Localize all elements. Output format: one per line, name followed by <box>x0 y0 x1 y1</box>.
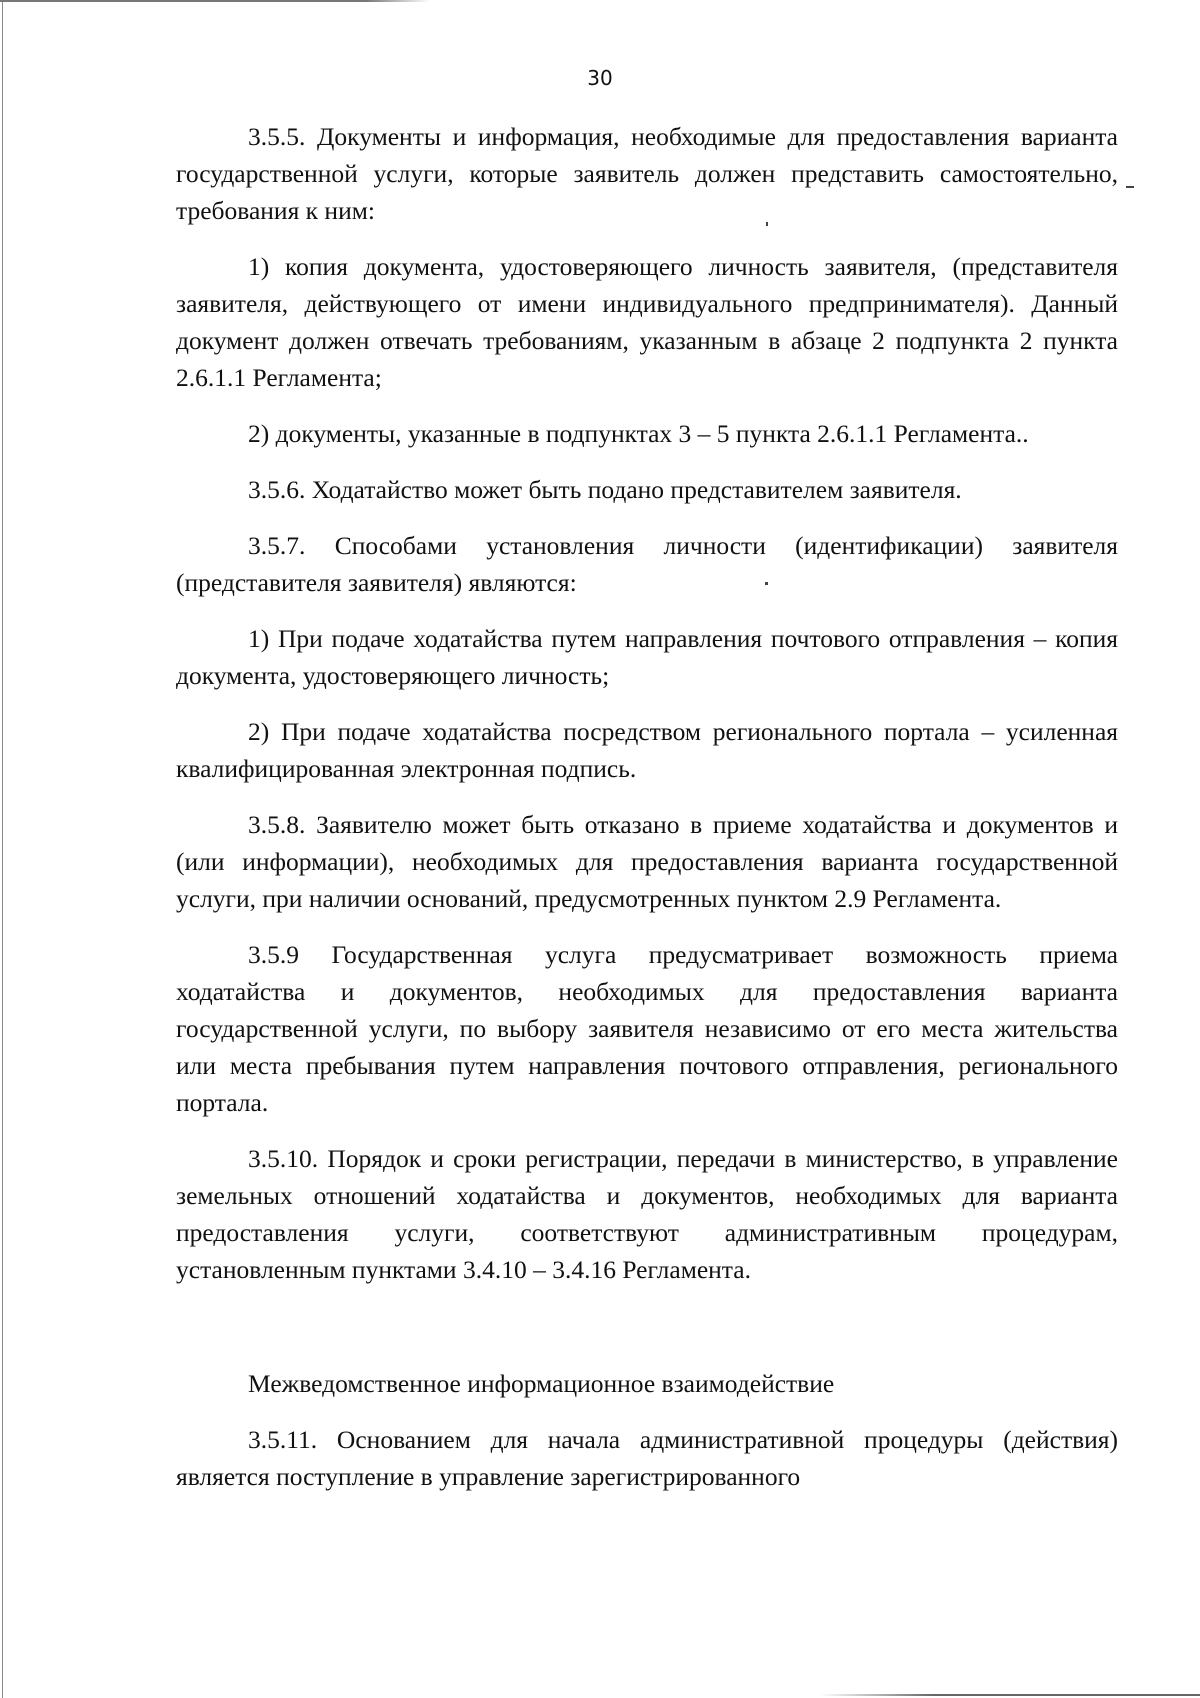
section-heading: Межведомственное информационное взаимодействие <box>248 1369 835 1398</box>
paragraph-3-5-7-item-1: 1) При подаче ходатайства путем направления почтового отправления – копия документа, удостоверяющего личность; <box>176 624 1118 690</box>
paragraph-3-5-7-item-2: 2) При подаче ходатайства посредством регионального портала – усиленная квалифицированная электронная подпись. <box>176 717 1118 783</box>
scan-speck <box>766 222 768 226</box>
paragraph-3-5-9: 3.5.9 Государственная услуга предусматривает возможность приема ходатайства и документов, необходимых для предоставления варианта государственной услуги, по выбору заявителя независимо от его места жительства или места пребывания путем направления почтового отправления, регионального портала. <box>176 940 1118 1117</box>
paragraph-3-5-11: 3.5.11. Основанием для начала административной процедуры (действия) является поступление в управление зарегистрированного <box>176 1425 1118 1491</box>
page-number: 30 <box>587 66 613 90</box>
scan-speck <box>1126 186 1134 188</box>
scan-edge-left <box>2 0 3 1698</box>
paragraph-3-5-6: 3.5.6. Ходатайство может быть подано представителем заявителя. <box>248 475 962 504</box>
paragraph-3-5-5: 3.5.5. Документы и информация, необходимые для предоставления варианта государственной услуги, которые заявитель должен представить самостоятельно, требования к ним: <box>176 122 1118 225</box>
document-body <box>176 118 1118 1514</box>
paragraph-3-5-5-item-1: 1) копия документа, удостоверяющего личность заявителя, (представителя заявителя, действующего от имени индивидуального предпринимателя). Данный документ должен отвечать требованиям, указанным в абзаце 2 подпункта 2 пункта 2.6.1.1 Регламента; <box>176 252 1118 392</box>
paragraph-3-5-8: 3.5.8. Заявителю может быть отказано в приеме ходатайства и документов и (или информации), необходимых для предоставления варианта государственной услуги, при наличии оснований, предусмотренных пунктом 2.9 Регламента. <box>176 810 1118 913</box>
scan-edge-bottom <box>820 1694 1200 1696</box>
paragraph-3-5-10: 3.5.10. Порядок и сроки регистрации, передачи в министерство, в управление земельных отношений ходатайства и документов, необходимых для варианта предоставления услуги, соответствуют административным процедурам, установленным пунктами 3.4.10 – 3.4.16 Регламента. <box>176 1144 1118 1284</box>
paragraph-3-5-5-item-2: 2) документы, указанные в подпунктах 3 – 5 пункта 2.6.1.1 Регламента.. <box>248 419 1029 448</box>
paragraph-3-5-7: 3.5.7. Способами установления личности (идентификации) заявителя (представителя заявителя) являются: <box>176 531 1118 597</box>
section-spacer <box>176 1307 1118 1365</box>
scan-speck <box>765 582 768 585</box>
scan-edge-top <box>0 0 430 2</box>
